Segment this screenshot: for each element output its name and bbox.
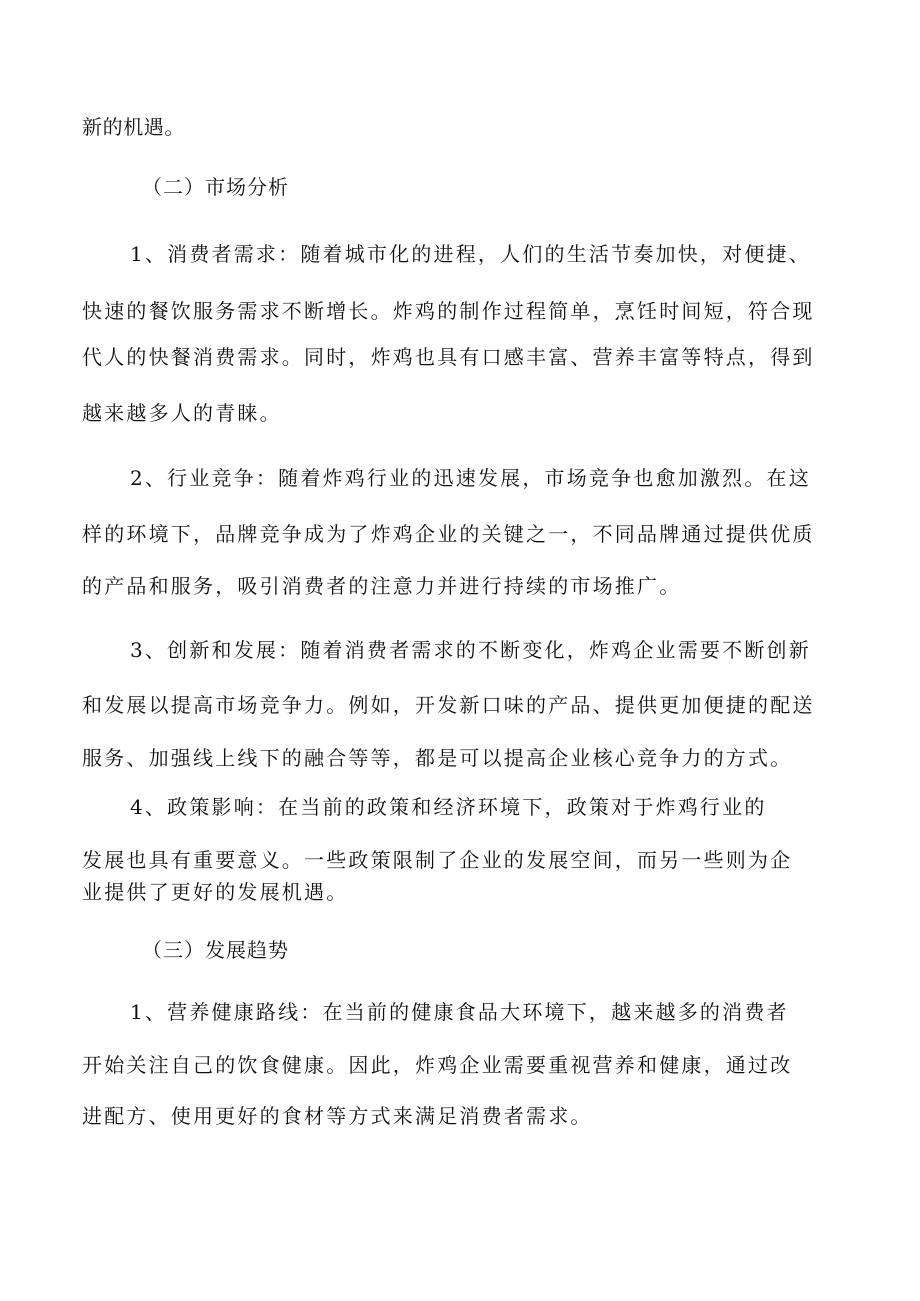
paragraph-line: 样的环境下，品牌竞争成为了炸鸡企业的关键之一，不同品牌通过提供优质 — [82, 522, 815, 546]
paragraph-line: 4、政策影响：在当前的政策和经济环境下，政策对于炸鸡行业的 — [130, 795, 767, 819]
paragraph-line: 2、行业竞争：随着炸鸡行业的迅速发展，市场竞争也愈加激烈。在这 — [130, 466, 811, 490]
section-heading: （二）市场分析 — [142, 175, 289, 199]
paragraph-line: 和发展以提高市场竞争力。例如，开发新口味的产品、提供更加便捷的配送 — [82, 693, 815, 717]
paragraph-line: 进配方、使用更好的食材等方式来满足消费者需求。 — [82, 1104, 593, 1128]
paragraph-line: 发展也具有重要意义。一些政策限制了企业的发展空间，而另一些则为企 — [82, 848, 793, 872]
paragraph-line: 越来越多人的青睐。 — [82, 401, 282, 425]
section-heading: （三）发展趋势 — [142, 938, 289, 962]
paragraph-line: 的产品和服务，吸引消费者的注意力并进行持续的市场推广。 — [82, 574, 682, 598]
paragraph-line: 开始关注自己的饮食健康。因此，炸鸡企业需要重视营养和健康，通过改 — [82, 1053, 793, 1077]
paragraph-line: 代人的快餐消费需求。同时，炸鸡也具有口感丰富、营养丰富等特点，得到 — [82, 345, 815, 369]
paragraph-line: 快速的餐饮服务需求不断增长。炸鸡的制作过程简单，烹饪时间短，符合现 — [82, 299, 815, 323]
paragraph-line: 业提供了更好的发展机遇。 — [82, 880, 349, 904]
paragraph-line: 新的机遇。 — [82, 115, 185, 139]
paragraph-line: 1、营养健康路线：在当前的健康食品大环境下，越来越多的消费者 — [130, 1000, 789, 1024]
paragraph-line: 服务、加强线上线下的融合等等，都是可以提高企业核心竞争力的方式。 — [82, 746, 793, 770]
paragraph-line: 1、消费者需求：随着城市化的进程，人们的生活节奏加快，对便捷、 — [130, 242, 811, 266]
paragraph-line: 3、创新和发展：随着消费者需求的不断变化，炸鸡企业需要不断创新 — [130, 638, 811, 662]
